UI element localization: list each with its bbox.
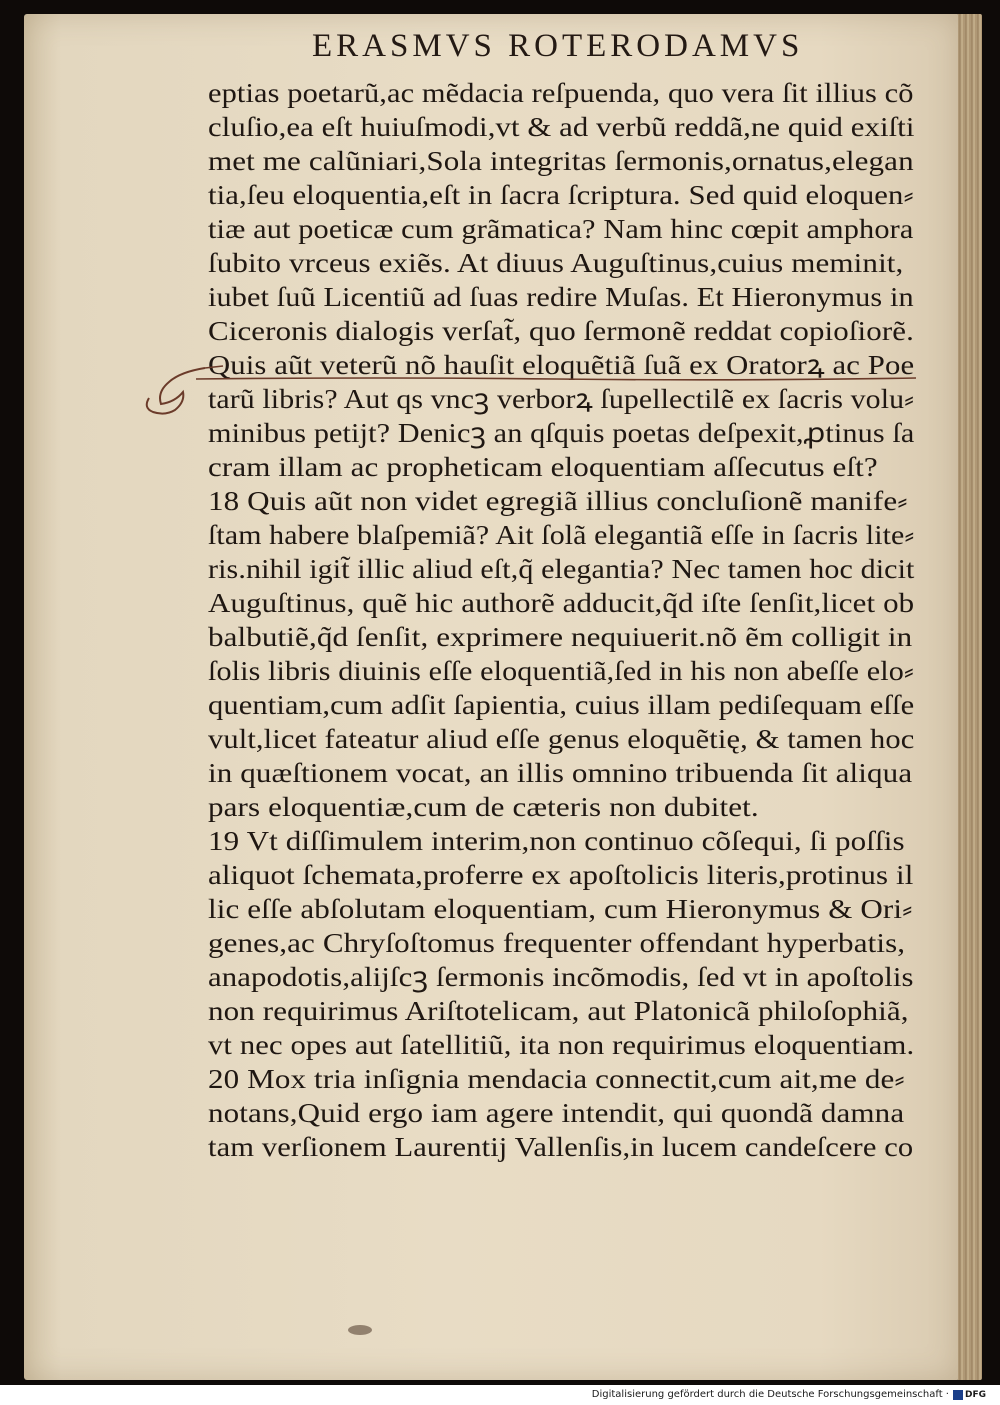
text-line: 19 Vt diſſimulem interim,non continuo cõſequi, ſi poſſis xyxy=(208,826,905,856)
text-line: aliquot ſchemata,proferre ex apoſtolicis literis,protinus il xyxy=(208,860,914,890)
text-line: 18 Quis aũt non videt egregiã illius concluſionẽ manife⸗ xyxy=(208,486,908,516)
running-header: ERASMVS ROTERODAMVS xyxy=(312,28,804,64)
text-line: non requirimus Ariſtotelicam, aut Platonicã philoſophiã, xyxy=(208,996,909,1026)
text-line: Auguſtinus, quẽ hic authorẽ adducit,q̃d iſte ſenſit,licet ob xyxy=(208,588,915,618)
text-line: ſtam habere blaſpemiã? Ait ſolã elegantiã eſſe in ſacris lite⸗ xyxy=(208,520,915,550)
text-line: in quæſtionem vocat, an illis omnino tribuenda ſit aliqua xyxy=(208,758,913,788)
text-line: tarũ libris? Aut qs vncꝫ verborꝝ ſupellectilẽ ex ſacris volu⸗ xyxy=(208,384,915,414)
dfg-logo xyxy=(953,1390,986,1400)
text-line: minibus petijt? Denicꝫ an qſquis poetas deſpexit,ꝓtinus ſa xyxy=(208,418,915,448)
dfg-logo-text: DFG xyxy=(964,1389,986,1400)
text-line: vt nec opes aut ſatellitiũ, ita non requirimus eloquentiam. xyxy=(208,1030,915,1060)
text-line: iubet ſuũ Licentiũ ad ſuas redire Muſas. Et Hieronymus in xyxy=(208,282,914,312)
text-line: cram illam ac propheticam eloquentiam aſſecutus eſt? xyxy=(208,452,878,482)
page-fore-edge xyxy=(958,14,982,1380)
text-line: lic eſſe abſolutam eloquentiam, cum Hieronymus & Ori⸗ xyxy=(208,894,913,924)
text-line: balbutiẽ,q̃d ſenſit, exprimere nequiuerit.nõ ẽm colligit in xyxy=(208,622,913,652)
text-line: eptias poetarũ,ac mẽdacia reſpuenda, quo vera ſit illius cõ xyxy=(208,78,914,108)
text-line: vult,licet fateatur aliud eſſe genus eloquẽtię, & tamen hoc xyxy=(208,724,915,754)
text-line: quentiam,cum adſit ſapientia, cuius illam pediſequam eſſe xyxy=(208,690,915,720)
text-line: ſolis libris diuinis eſſe eloquentiã,ſed in his non abeſſe elo⸗ xyxy=(208,656,915,686)
text-line: tam verſionem Laurentij Vallenſis,in lucem candeſcere co xyxy=(208,1132,914,1162)
handwritten-underline xyxy=(196,376,916,381)
text-line: met me calũniari,Sola integritas ſermonis,ornatus,elegan xyxy=(208,146,914,176)
text-line: pars eloquentiæ,cum de cæteris non dubitet. xyxy=(208,792,759,822)
text-line: notans,Quid ergo iam agere intendit, qui quondã damna xyxy=(208,1098,905,1128)
dfg-square-icon xyxy=(953,1390,963,1400)
text-line: anapodotis,alijſcꝫ ſermonis incõmodis, ſed vt in apoſtolis xyxy=(208,962,914,992)
text-line: tiæ aut poeticæ cum grãmatica? Nam hinc cœpit amphora xyxy=(208,214,914,244)
text-line: cluſio,ea eſt huiuſmodi,vt & ad verbũ reddã,ne quid exiſti xyxy=(208,112,915,142)
text-line: Quis aũt veterũ nõ hauſit eloquẽtiã ſuã ex Oratorꝝ ac Poe xyxy=(208,350,915,380)
digitization-credit xyxy=(592,1389,986,1400)
text-line: tia,ſeu eloquentia,eſt in ſacra ſcriptura. Sed quid eloquen⸗ xyxy=(208,180,914,210)
text-line: genes,ac Chryſoſtomus frequenter offendant hyperbatis, xyxy=(208,928,906,958)
text-line: ris.nihil igit̃ illic aliud eſt,q̃ elegantia? Nec tamen hoc dicit xyxy=(208,554,915,584)
credit-text: Digitalisierung gefördert durch die Deutsche Forschungsgemeinschaft · xyxy=(591,1389,949,1400)
text-line: ſubito vrceus exiẽs. At diuus Auguſtinus,cuius meminit, xyxy=(208,248,904,278)
text-line: 20 Mox tria inſignia mendacia connectit,cum ait,me de⸗ xyxy=(208,1064,905,1094)
text-line: Ciceronis dialogis verſat̃, quo ſermonẽ reddat copioſiorẽ. xyxy=(208,316,914,346)
ink-smudge xyxy=(340,1322,382,1338)
handwritten-margin-mark xyxy=(135,362,225,422)
